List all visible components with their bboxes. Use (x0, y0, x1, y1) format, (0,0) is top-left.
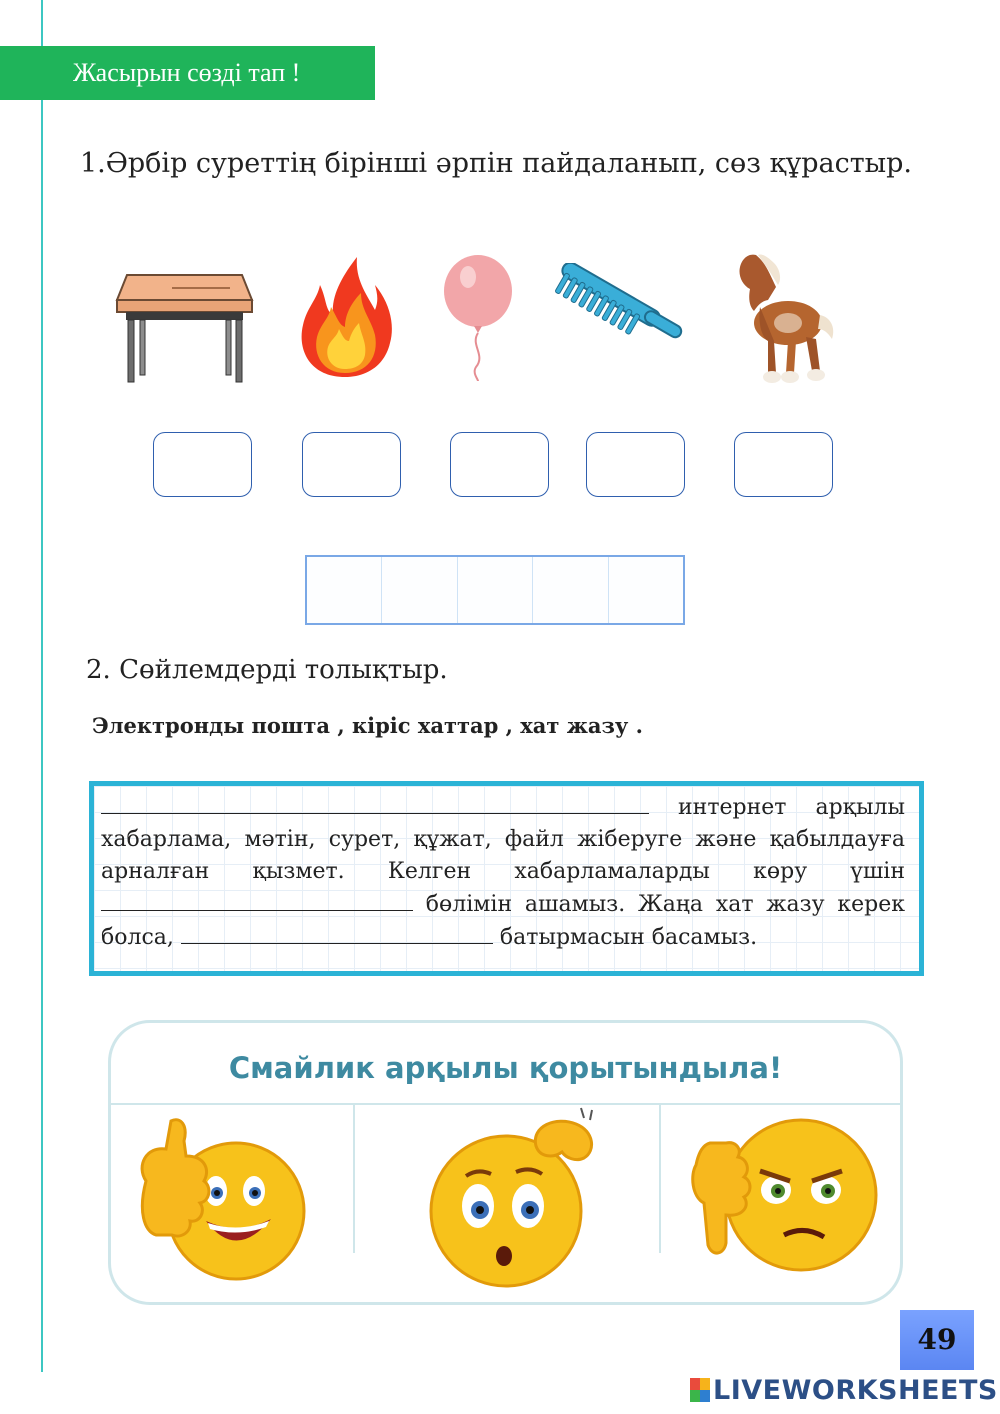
answer-cell[interactable] (609, 557, 683, 623)
logo-mark-icon (690, 1378, 710, 1402)
letter-box-5[interactable] (734, 432, 833, 497)
brand-text: LIVEWORKSHEETS (713, 1374, 998, 1406)
margin-rule (41, 0, 43, 1372)
text-part-3: батырмасын басамыз. (499, 925, 758, 950)
horse-icon (728, 245, 838, 387)
letter-box-3[interactable] (450, 432, 549, 497)
answer-cell[interactable] (533, 557, 608, 623)
header-banner (0, 46, 375, 100)
word-bank: Электронды пошта , кіріс хаттар , хат жазу . (92, 713, 643, 738)
liveworksheets-logo (690, 1374, 998, 1406)
text-part-1: интернет арқылы хабарлама, мәтін, сурет, құжат, файл жіберуге және қабылдауға арналған қызмет. Келген хабарламаларды көру үшін (101, 795, 905, 884)
answer-cell[interactable] (307, 557, 382, 623)
blank-input-3[interactable] (181, 921, 493, 944)
thumbs-down-smiley-icon[interactable] (686, 1105, 886, 1285)
blank-input-1[interactable] (101, 791, 649, 814)
letter-box-4[interactable] (586, 432, 685, 497)
comb-icon (545, 263, 690, 353)
reflection-card (108, 1020, 903, 1305)
answer-cell[interactable] (458, 557, 533, 623)
letter-box-2[interactable] (302, 432, 401, 497)
desk-icon (112, 270, 262, 385)
blank-input-2[interactable] (101, 888, 413, 911)
confused-smiley-icon[interactable] (416, 1106, 616, 1291)
task2-instruction: 2. Сөйлемдерді толықтыр. (86, 655, 448, 685)
answer-cell[interactable] (382, 557, 457, 623)
letter-box-1[interactable] (153, 432, 252, 497)
thumbs-up-smiley-icon[interactable] (126, 1111, 306, 1286)
balloon-icon (440, 253, 518, 383)
page-number: 49 (900, 1310, 974, 1370)
header-title: Жасырын сөзді тап ! (73, 58, 301, 87)
fill-in-text-panel (89, 781, 924, 976)
task1-instruction: 1.Әрбір суреттің бірінші әрпін пайдаланып, сөз құрастыр. (80, 148, 913, 179)
text-part-2: бөлімін ашамыз. Жаңа хат жазу керек болса, (101, 892, 906, 950)
reflection-title: Смайлик арқылы қорытындыла! (111, 1023, 900, 1105)
fire-icon (295, 255, 395, 380)
divider (659, 1103, 661, 1253)
fill-in-paragraph (101, 791, 905, 954)
hidden-word-grid[interactable] (305, 555, 685, 625)
picture-row (0, 245, 1000, 395)
divider (353, 1103, 355, 1253)
